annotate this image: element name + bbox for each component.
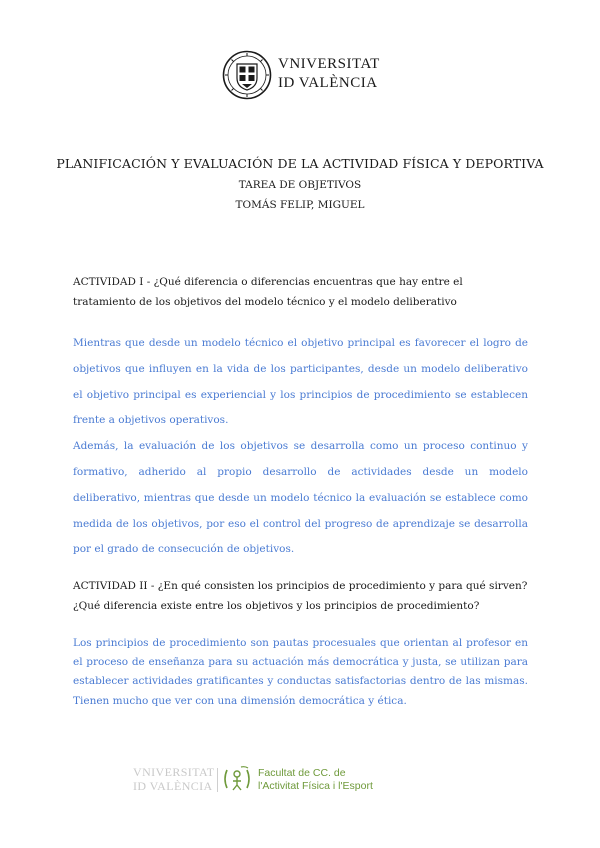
footer-uv-line-2: ID VALÈNCIA [133, 779, 213, 793]
author-name: TOMÁS FELIP, MIGUEL [235, 199, 365, 211]
logo-line-2: ID VALÈNCIA [278, 75, 378, 91]
footer-divider [217, 768, 218, 792]
activity-2-question: ACTIVIDAD II - ¿En qué consisten los principios de procedimiento y para qué sirven? ¿Qué diferencia existe entre los objetivos y los principios de procedimiento? [73, 580, 528, 612]
faculty-name-line-2: l'Activitat Física i l'Esport [258, 780, 373, 792]
university-logo [222, 50, 382, 102]
faculty-emblem-icon [221, 764, 253, 794]
activity-2-answer-paragraph: Los principios de procedimiento son pautas procesuales que orientan al profesor en el proceso de enseñanza para su actuación más democrática y justa, se utilizan para establecer actividades gratificantes y conductas satisfactorias dentro de las mismas. Tienen mucho que ver con una dimensión democrática y ética. [73, 637, 528, 707]
faculty-name-line-1: Facultat de CC. de [258, 767, 346, 779]
logo-line-1: VNIVERSITAT [278, 56, 380, 72]
activity-1-answer [73, 331, 528, 563]
activity-2-answer [73, 634, 528, 711]
footer-university-logo [133, 765, 215, 793]
university-seal-icon [222, 50, 272, 100]
faculty-name [258, 767, 408, 793]
activity-1-answer-paragraph-2: Además, la evaluación de los objetivos se desarrolla como un proceso continuo y formativo, adherido al propio desarrollo de actividades desde un modelo deliberativo, mientras que desde un modelo técnico la evaluación se establece como medida de los objetivos, por eso el control del progreso de aprendizaje se desarrolla por el grado de consecución de objetivos. [73, 440, 528, 556]
task-title: TAREA DE OBJETIVOS [238, 179, 362, 191]
footer-uv-line-1: VNIVERSITAT [133, 765, 215, 779]
activity-1-answer-paragraph-1: Mientras que desde un modelo técnico el objetivo principal es favorecer el logro de objetivos que influyen en la vida de los participantes, desde un modelo deliberativo el objetivo principal es experiencial y los principios de procedimiento se establecen frente a objetivos operativos. [73, 337, 528, 427]
activity-1-question: ACTIVIDAD I - ¿Qué diferencia o diferencias encuentras que hay entre el tratamiento de los objetivos del modelo técnico y el modelo deliberativo [73, 276, 463, 308]
logo-wordmark [278, 55, 388, 93]
document-title: PLANIFICACIÓN Y EVALUACIÓN DE LA ACTIVIDAD FÍSICA Y DEPORTIVA [56, 156, 544, 171]
